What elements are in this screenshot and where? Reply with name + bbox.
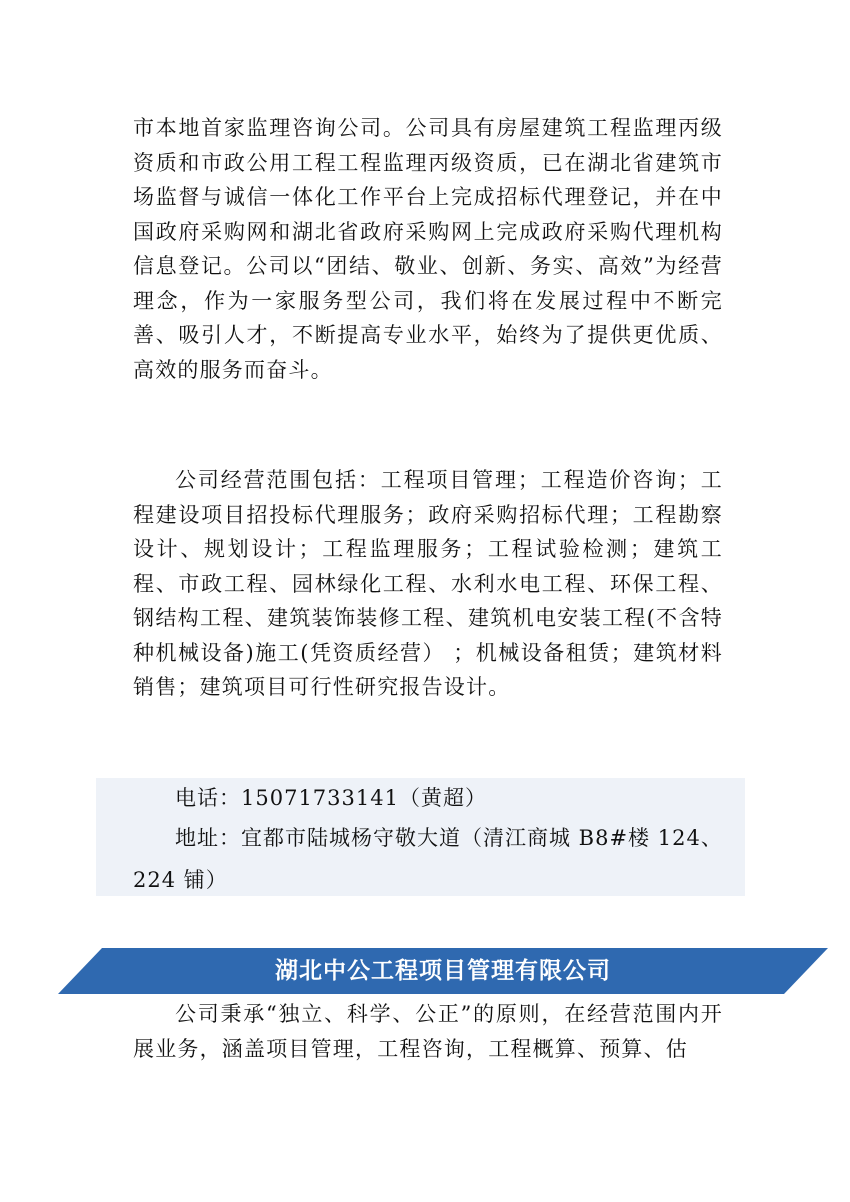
section-title-banner bbox=[58, 948, 828, 994]
contact-address: 地址：宜都市陆城杨守敬大道（清江商城 B8#楼 124、 bbox=[175, 826, 723, 850]
section-title: 湖北中公工程项目管理有限公司 bbox=[275, 958, 611, 984]
section-body-paragraph: 公司秉承“独立、科学、公正”的原则，在经营范围内开展业务，涵盖项目管理，工程咨询，工程概算、预算、估 bbox=[133, 1002, 723, 1061]
business-scope-paragraph: 公司经营范围包括：工程项目管理；工程造价咨询；工程建设项目招投标代理服务；政府采购招标代理；工程勘察设计、规划设计；工程监理服务；工程试验检测；建筑工程、市政工程、园林绿化工程、水利水电工程、环保工程、钢结构工程、建筑装饰装修工程、建筑机电安装工程(不含特种机械设备)施工(凭资质经营） ；机械设备租赁；建筑材料销售；建筑项目可行性研究报告设计。 bbox=[133, 468, 723, 699]
contact-phone: 电话：15071733141（黄超） bbox=[175, 786, 487, 810]
intro-paragraph: 市本地首家监理咨询公司。公司具有房屋建筑工程监理丙级资质和市政公用工程工程监理丙级资质，已在湖北省建筑市场监督与诚信一体化工作平台上完成招标代理登记，并在中国政府采购网和湖北省政府采购网上完成政府采购代理机构信息登记。公司以“团结、敬业、创新、务实、高效”为经营理念，作为一家服务型公司，我们将在发展过程中不断完善、吸引人才，不断提高专业水平，始终为了提供更优质、高效的服务而奋斗。 bbox=[133, 116, 723, 382]
contact-address-continued: 224 铺） bbox=[133, 868, 228, 892]
